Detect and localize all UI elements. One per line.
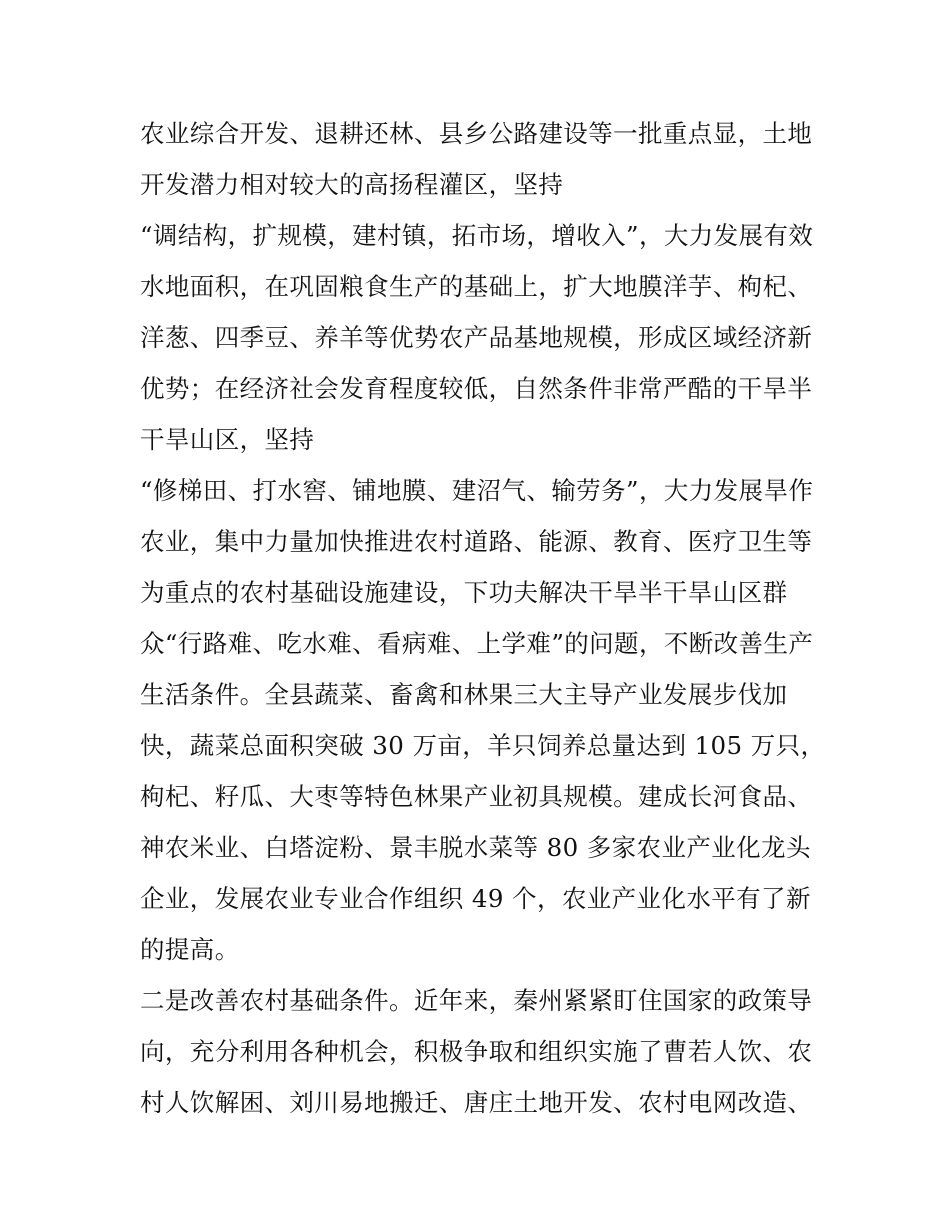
- text-line: 的提高。: [140, 935, 240, 964]
- text-line: 水地面积，在巩固粮食生产的基础上，扩大地膜洋芋、枸杞、: [140, 272, 813, 301]
- text-line: 开发潜力相对较大的高扬程灌区，坚持: [140, 170, 564, 199]
- text-line: 众“行路难、吃水难、看病难、上学难”的问题，不断改善生产: [140, 629, 814, 658]
- document-body: [140, 108, 830, 1128]
- text-line: 干旱山区，坚持: [140, 425, 315, 454]
- text-line: 快，蔬菜总面积突破 30 万亩，羊只饲养总量达到 105 万只，: [140, 731, 826, 760]
- text-line: 生活条件。全县蔬菜、畜禽和林果三大主导产业发展步伐加: [140, 680, 788, 709]
- text-line: 枸杞、籽瓜、大枣等特色林果产业初具规模。建成长河食品、: [140, 782, 813, 811]
- text-line: “修梯田、打水窖、铺地膜、建沼气、输劳务”，大力发展旱作: [140, 476, 814, 505]
- text-line: 神农米业、白塔淀粉、景丰脱水菜等 80 多家农业产业化龙头: [140, 833, 811, 862]
- text-line: 为重点的农村基础设施建设，下功夫解决干旱半干旱山区群: [140, 578, 788, 607]
- text-line: 洋葱、四季豆、养羊等优势农产品基地规模，形成区域经济新: [140, 323, 813, 352]
- text-line: 村人饮解困、刘川易地搬迁、唐庄土地开发、农村电网改造、: [140, 1088, 813, 1117]
- text-line: 农业，集中力量加快推进农村道路、能源、教育、医疗卫生等: [140, 527, 813, 556]
- text-line: 农业综合开发、退耕还林、县乡公路建设等一批重点显，土地: [140, 119, 813, 148]
- text-line: 二是改善农村基础条件。近年来，秦州紧紧盯住国家的政策导: [140, 986, 813, 1015]
- text-line: “调结构，扩规模，建村镇，拓市场，增收入”，大力发展有效: [140, 221, 814, 250]
- text-line: 优势；在经济社会发育程度较低，自然条件非常严酷的干旱半: [140, 374, 813, 403]
- text-line: 企业，发展农业专业合作组织 49 个，农业产业化水平有了新: [140, 884, 811, 913]
- text-line: 向，充分利用各种机会，积极争取和组织实施了曹若人饮、农: [140, 1037, 813, 1066]
